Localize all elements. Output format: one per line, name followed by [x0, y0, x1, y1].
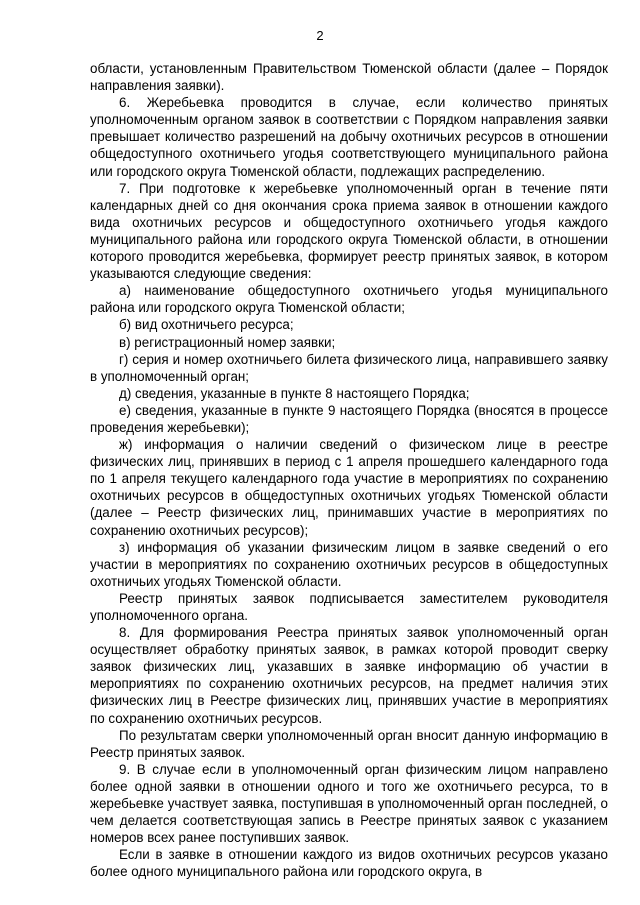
document-body: [90, 60, 608, 881]
paragraph-multiple-districts: Если в заявке в отношении каждого из видов охотничьих ресурсов указано более одного муниципального района или городского округа, в: [90, 847, 608, 880]
paragraph-verification-results: По результатам сверки уполномоченный орган вносит данную информацию в Реестр принятых заявок.: [90, 727, 608, 760]
subitem-a: а) наименование общедоступного охотничьего угодья муниципального района или городского округа Тюменской области;: [90, 283, 608, 316]
paragraph-item-8: 8. Для формирования Реестра принятых заявок уполномоченный орган осуществляет обработку принятых заявок, в рамках которой проводит сверку заявок физических лиц, указавших в заявке информацию об участии в мероприятиях по сохранению охотничьих ресурсов, на предмет наличия этих физических лиц в Реестре физических лиц, принявших участие в мероприятиях по сохранению охотничьих ресурсов.: [90, 625, 608, 726]
subitem-v: в) регистрационный номер заявки;: [119, 334, 336, 350]
subitem-z: з) информация об указании физическим лицом в заявке сведений о его участии в мероприятиях по сохранению охотничьих ресурсов в общедоступных охотничьих угодьях Тюменской области.: [90, 539, 608, 589]
subitem-b: б) вид охотничьего ресурса;: [119, 317, 294, 333]
paragraph-registry-signature: Реестр принятых заявок подписывается заместителем руководителя уполномоченного органа.: [90, 590, 608, 623]
paragraph-item-9: 9. В случае если в уполномоченный орган физическим лицом направлено более одной заявки в отношении одного и того же охотничьего ресурса, то в жеребьевке участвует заявка, поступившая в уполномоченный орган последней, о чем делается соответствующая запись в Реестре принятых заявок с указанием номеров всех ранее поступивших заявок.: [90, 761, 608, 846]
subitem-g: г) серия и номер охотничьего билета физического лица, направившего заявку в уполномоченный орган;: [90, 351, 608, 384]
paragraph-continuation: области, установленным Правительством Тюменской области (далее – Порядок направления заявки).: [90, 61, 608, 94]
subitem-e: е) сведения, указанные в пункте 9 настоящего Порядка (вносятся в процессе проведения жеребьевки);: [90, 402, 608, 435]
subitem-d: д) сведения, указанные в пункте 8 настоящего Порядка;: [119, 385, 470, 401]
paragraph-item-6: 6. Жеребьевка проводится в случае, если количество принятых уполномоченным органом заявок в соответствии с Порядком направления заявки превышает количество разрешений на добычу охотничьих ресурсов в отношении общедоступного охотничьего угодья соответствующего муниципального района или городского округа Тюменской области, подлежащих распределению.: [90, 95, 608, 179]
subitem-zh: ж) информация о наличии сведений о физическом лице в реестре физических лиц, принявших в период с 1 апреля прошедшего календарного года по 1 апреля текущего календарного года участие в мероприятиях по сохранению охотничьих ресурсов в общедоступных охотничьих угодьях Тюменской области (далее – Реестр физических лиц, принимавших участие в мероприятиях по сохранению охотничьих ресурсов);: [90, 437, 608, 538]
page-number: 2: [316, 28, 324, 43]
paragraph-item-7: 7. При подготовке к жеребьевке уполномоченный орган в течение пяти календарных дней со дня окончания срока приема заявок в отношении каждого вида охотничьих ресурсов и общедоступного охотничьего угодья каждого муниципального района или городского округа Тюменской области, в отношении которого проводится жеребьевка, формирует реестр принятых заявок, в котором указываются следующие сведения:: [90, 180, 608, 282]
